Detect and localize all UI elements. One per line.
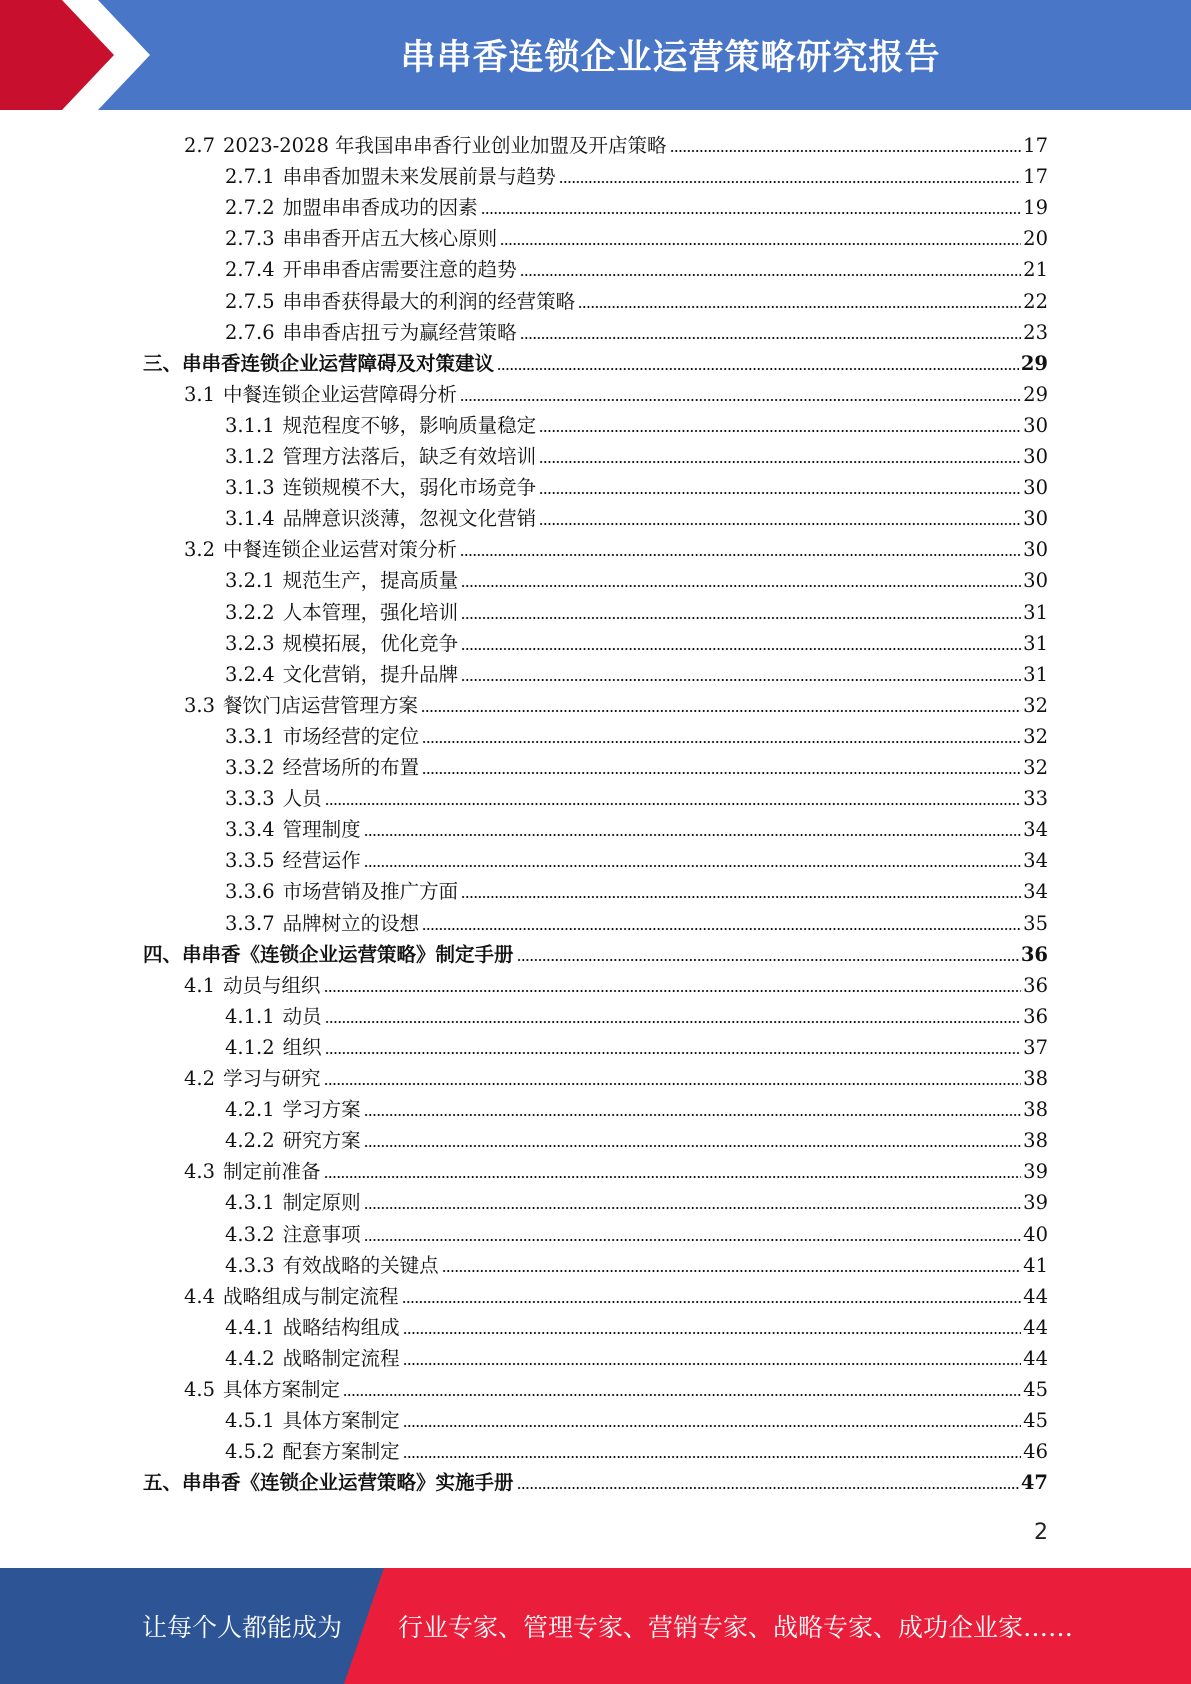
toc-entry-page: 37 [1023, 1035, 1048, 1059]
toc-entry[interactable] [184, 1371, 1048, 1402]
toc-entry-page: 21 [1023, 258, 1048, 282]
toc-dot-leader [325, 1020, 1022, 1024]
toc-entry-title: 规范生产，提高质量 [282, 569, 459, 593]
toc-entry-number: 3.3.2 [225, 756, 275, 779]
toc-entry-title: 连锁规模不大，弱化市场竞争 [282, 476, 537, 500]
toc-entry-page: 39 [1023, 1191, 1048, 1215]
toc-entry-title: 串串香开店五大核心原则 [282, 227, 498, 251]
toc-entry-label [184, 1067, 321, 1091]
toc-entry-page: 17 [1023, 134, 1048, 157]
toc-entry-label [184, 1378, 340, 1402]
toc-entry-page: 32 [1023, 724, 1048, 748]
toc-entry[interactable] [225, 1091, 1048, 1122]
toc-entry-label [225, 290, 575, 314]
toc-entry-label [225, 818, 361, 842]
toc-dot-leader [324, 1175, 1022, 1179]
toc-entry-title: 规模拓展，优化竞争 [282, 631, 459, 655]
toc-entry[interactable] [143, 1464, 1048, 1495]
toc-entry[interactable] [143, 345, 1048, 376]
toc-dot-leader [670, 149, 1022, 153]
toc-entry-page: 40 [1023, 1222, 1048, 1246]
toc-dot-leader [461, 616, 1021, 620]
toc-entry-page: 30 [1023, 538, 1048, 562]
toc-entry[interactable] [225, 407, 1048, 438]
toc-dot-leader [497, 367, 1019, 371]
toc-entry-number: 4.4.1 [225, 1315, 275, 1339]
toc-dot-leader [421, 709, 1021, 713]
toc-entry[interactable] [225, 998, 1048, 1029]
toc-entry-label [225, 1005, 322, 1029]
toc-entry[interactable] [225, 469, 1048, 500]
toc-entry-title: 制定前准备 [223, 1160, 321, 1184]
toc-entry-title: 战略结构组成 [282, 1315, 400, 1339]
toc-dot-leader [461, 584, 1021, 588]
toc-entry-title: 加盟串串香成功的因素 [282, 196, 478, 220]
toc-entry-title: 组织 [282, 1035, 322, 1059]
toc-entry[interactable] [225, 220, 1048, 251]
toc-entry[interactable] [143, 936, 1048, 967]
toc-entry-label [225, 476, 536, 500]
toc-entry-label [225, 1223, 361, 1247]
toc-dot-leader [325, 1051, 1022, 1055]
toc-entry-title: 三、串串香连锁企业运营障碍及对策建议 [143, 351, 495, 375]
toc-entry[interactable] [184, 687, 1048, 718]
toc-entry-label [225, 1347, 400, 1371]
toc-entry-label [184, 134, 667, 158]
toc-entry-label [225, 507, 536, 531]
toc-entry-label [225, 1098, 361, 1122]
toc-entry-title: 战略制定流程 [282, 1346, 400, 1370]
toc-entry-number: 3.3.1 [225, 724, 275, 748]
page-footer [0, 1568, 1191, 1684]
toc-dot-leader [500, 242, 1021, 246]
toc-entry-number: 3.1.4 [225, 507, 275, 531]
toc-entry-number: 4.3 [184, 1160, 216, 1184]
toc-entry-label [184, 1285, 399, 1309]
toc-entry[interactable] [184, 531, 1048, 562]
toc-entry-label [225, 196, 478, 220]
toc-entry[interactable] [225, 625, 1048, 656]
toc-dot-leader [364, 833, 1022, 837]
toc-entry-title: 动员 [282, 1004, 322, 1028]
toc-entry-title: 品牌树立的设想 [282, 911, 420, 935]
toc-entry-label [184, 974, 321, 998]
toc-dot-leader [461, 678, 1021, 682]
toc-dot-leader [324, 1082, 1022, 1086]
toc-entry-number: 4.1 [184, 973, 216, 997]
toc-dot-leader [403, 1362, 1022, 1366]
toc-dot-leader [364, 864, 1022, 868]
toc-entry-number: 3.1 [184, 382, 216, 406]
toc-entry-number: 4.1.2 [225, 1035, 275, 1059]
toc-entry-title: 战略组成与制定流程 [223, 1284, 399, 1308]
toc-entry-number: 3.2.2 [225, 600, 275, 624]
toc-entry-page: 32 [1023, 693, 1048, 717]
toc-entry-title: 学习方案 [282, 1098, 361, 1122]
toc-entry-title: 规范程度不够，影响质量稳定 [282, 413, 537, 437]
toc-entry-title: 文化营销，提升品牌 [282, 662, 459, 686]
toc-dot-leader [539, 429, 1021, 433]
toc-entry[interactable] [225, 905, 1048, 936]
toc-entry-number: 2.7.6 [225, 320, 275, 344]
toc-entry-title: 具体方案制定 [223, 1378, 341, 1401]
toc-entry-title: 制定原则 [282, 1191, 361, 1215]
toc-entry[interactable] [225, 749, 1048, 780]
toc-entry-number: 2.7.2 [225, 196, 275, 220]
toc-entry-label [184, 538, 457, 562]
toc-entry-page: 39 [1023, 1160, 1048, 1184]
toc-entry[interactable] [225, 283, 1048, 314]
toc-dot-leader [402, 1300, 1022, 1304]
toc-entry-page: 36 [1023, 1004, 1048, 1028]
toc-entry-number: 3.2.1 [225, 569, 275, 593]
toc-entry-page: 32 [1023, 756, 1048, 779]
toc-entry-page: 44 [1023, 1315, 1048, 1339]
toc-entry[interactable] [225, 1184, 1048, 1215]
toc-entry-title: 研究方案 [282, 1129, 361, 1153]
toc-dot-leader [422, 771, 1021, 775]
toc-entry-number: 4.5.1 [225, 1409, 275, 1433]
toc-entry-title: 人员 [282, 787, 322, 811]
toc-dot-leader [403, 1455, 1022, 1459]
page-header [0, 0, 1191, 110]
toc-entry-page: 34 [1023, 849, 1048, 873]
toc-entry-page: 30 [1023, 476, 1048, 500]
toc-entry-number: 4.3.3 [225, 1253, 275, 1277]
toc-entry-title: 具体方案制定 [282, 1409, 400, 1433]
toc-entry[interactable] [225, 1247, 1048, 1278]
toc-entry-title: 中餐连锁企业运营障碍分析 [223, 382, 458, 406]
toc-entry-page: 45 [1023, 1409, 1048, 1433]
footer-slogan-right: 行业专家、管理专家、营销专家、战略专家、成功企业家…… [398, 1613, 1074, 1642]
toc-entry-number: 4.5 [184, 1378, 216, 1401]
toc-entry-page: 30 [1023, 569, 1048, 593]
toc-entry-title: 餐饮门店运营管理方案 [223, 693, 419, 717]
toc-entry[interactable] [225, 1309, 1048, 1340]
toc-entry[interactable] [225, 594, 1048, 625]
toc-entry-number: 3.3.7 [225, 911, 275, 935]
toc-entry[interactable] [184, 1278, 1048, 1309]
toc-entry-page: 19 [1023, 196, 1048, 220]
toc-entry-title: 有效战略的关键点 [282, 1253, 439, 1277]
toc-entry-page: 30 [1023, 445, 1048, 468]
toc-entry-label [143, 943, 514, 967]
toc-entry-page: 30 [1023, 413, 1048, 437]
toc-entry-number: 3.3 [184, 693, 216, 717]
toc-entry-label [143, 1471, 514, 1495]
toc-entry-title: 学习与研究 [223, 1067, 321, 1090]
toc-entry[interactable] [184, 1060, 1048, 1091]
toc-entry-number: 3.3.3 [225, 787, 275, 811]
toc-entry[interactable] [225, 189, 1048, 220]
toc-dot-leader [517, 958, 1019, 962]
toc-dot-leader [422, 740, 1021, 744]
toc-entry-title: 2023-2028 年我国串串香行业创业加盟及开店策略 [223, 134, 667, 157]
toc-entry-label [225, 414, 536, 438]
toc-entry[interactable] [225, 314, 1048, 345]
toc-entry-title: 管理制度 [282, 818, 361, 842]
toc-entry-number: 2.7.3 [225, 227, 275, 251]
toc-entry[interactable] [225, 438, 1048, 469]
toc-entry-number: 3.1.2 [225, 445, 275, 468]
toc-dot-leader [403, 1331, 1022, 1335]
toc-entry-label [225, 1254, 439, 1278]
toc-entry[interactable] [225, 1122, 1048, 1153]
toc-entry-label [225, 849, 361, 873]
toc-entry[interactable] [184, 376, 1048, 407]
toc-entry-label [225, 321, 517, 345]
toc-entry-page: 38 [1023, 1129, 1048, 1153]
toc-entry-number: 3.2.3 [225, 631, 275, 655]
toc-entry-label [225, 1316, 400, 1340]
toc-entry-title: 串串香加盟未来发展前景与趋势 [282, 165, 556, 189]
toc-entry-page: 23 [1023, 320, 1048, 344]
toc-entry-page: 38 [1023, 1067, 1048, 1090]
toc-entry-number: 3.2.4 [225, 662, 275, 686]
toc-dot-leader [364, 1206, 1022, 1210]
toc-dot-leader [461, 895, 1021, 899]
toc-entry[interactable] [225, 158, 1048, 189]
toc-entry[interactable] [225, 1402, 1048, 1433]
toc-entry-label [184, 1160, 321, 1184]
toc-entry-title: 市场经营的定位 [282, 724, 420, 748]
toc-entry-number: 3.3.4 [225, 818, 275, 842]
toc-entry-label [225, 1191, 361, 1215]
toc-entry[interactable] [225, 873, 1048, 904]
toc-entry[interactable] [225, 811, 1048, 842]
toc-entry[interactable] [225, 842, 1048, 873]
toc-entry-label [225, 445, 536, 469]
toc-dot-leader [364, 1113, 1022, 1117]
toc-entry-number: 2.7.5 [225, 289, 275, 313]
toc-dot-leader [578, 305, 1021, 309]
toc-entry-number: 3.3.5 [225, 849, 275, 873]
toc-entry-page: 38 [1023, 1098, 1048, 1122]
toc-dot-leader [460, 398, 1021, 402]
toc-dot-leader [364, 1238, 1022, 1242]
toc-dot-leader [539, 522, 1021, 526]
toc-entry-label [143, 352, 494, 376]
toc-entry-number: 2.7 [184, 134, 216, 157]
toc-entry-label [225, 569, 458, 593]
toc-dot-leader [403, 1424, 1022, 1428]
toc-entry[interactable] [225, 718, 1048, 749]
toc-entry-number: 3.1.1 [225, 413, 275, 437]
toc-entry-label [225, 1129, 361, 1153]
toc-entry-page: 36 [1020, 942, 1048, 966]
toc-entry-title: 四、串串香《连锁企业运营策略》制定手册 [143, 942, 514, 966]
toc-entry-number: 4.4.2 [225, 1346, 275, 1370]
toc-entry[interactable] [225, 500, 1048, 531]
toc-entry-number: 3.3.6 [225, 880, 275, 904]
toc-dot-leader [442, 1269, 1022, 1273]
toc-entry-page: 29 [1020, 351, 1048, 375]
toc-entry-page: 41 [1023, 1253, 1048, 1277]
toc-dot-leader [461, 647, 1021, 651]
toc-entry-label [225, 227, 497, 251]
toc-entry-title: 串串香获得最大的利润的经营策略 [282, 289, 576, 313]
toc-entry-label [225, 1440, 400, 1464]
toc-entry-title: 注意事项 [282, 1222, 361, 1246]
toc-entry-label [225, 632, 458, 656]
toc-entry-number: 4.3.2 [225, 1222, 275, 1246]
toc-entry-title: 品牌意识淡薄，忽视文化营销 [282, 507, 537, 531]
toc-entry-label [225, 880, 458, 904]
toc-entry-page: 17 [1023, 165, 1048, 189]
toc-entry-label [225, 258, 517, 282]
toc-entry[interactable] [225, 656, 1048, 687]
toc-entry-number: 4.3.1 [225, 1191, 275, 1215]
toc-dot-leader [559, 180, 1022, 184]
toc-entry[interactable] [225, 1029, 1048, 1060]
toc-entry-number: 3.2 [184, 538, 216, 562]
toc-entry-number: 4.2.2 [225, 1129, 275, 1153]
toc-entry-label [225, 756, 419, 780]
toc-entry[interactable] [225, 251, 1048, 282]
toc-dot-leader [520, 273, 1022, 277]
toc-dot-leader [325, 802, 1022, 806]
toc-entry[interactable] [184, 127, 1048, 158]
toc-dot-leader [343, 1393, 1021, 1397]
toc-entry-label [184, 694, 418, 718]
toc-dot-leader [364, 1144, 1022, 1148]
toc-entry-title: 经营场所的布置 [282, 756, 420, 779]
toc-entry-page: 22 [1023, 289, 1048, 313]
toc-entry-page: 20 [1023, 227, 1048, 251]
toc-entry-page: 44 [1023, 1284, 1048, 1308]
document-title: 串串香连锁企业运营策略研究报告 [400, 38, 941, 78]
toc-entry-number: 4.4 [184, 1284, 216, 1308]
toc-entry-label [225, 601, 458, 625]
toc-dot-leader [539, 491, 1021, 495]
page-number: 2 [1034, 1520, 1048, 1545]
toc-entry-number: 3.1.3 [225, 476, 275, 500]
toc-entry-title: 经营运作 [282, 849, 361, 873]
toc-entry-label [225, 1036, 322, 1060]
toc-entry-label [225, 787, 322, 811]
toc-dot-leader [324, 989, 1022, 993]
toc-dot-leader [539, 460, 1021, 464]
toc-dot-leader [481, 211, 1022, 215]
toc-entry[interactable] [184, 1153, 1048, 1184]
toc-dot-leader [460, 553, 1021, 557]
toc-entry-title: 五、串串香《连锁企业运营策略》实施手册 [143, 1471, 514, 1495]
toc-entry-page: 36 [1023, 973, 1048, 997]
toc-entry-page: 46 [1023, 1440, 1048, 1464]
toc-entry-page: 44 [1023, 1346, 1048, 1370]
toc-entry[interactable] [225, 1340, 1048, 1371]
toc-entry-number: 4.1.1 [225, 1004, 275, 1028]
toc-entry-title: 市场营销及推广方面 [282, 880, 459, 904]
toc-entry[interactable] [225, 1216, 1048, 1247]
toc-entry[interactable] [225, 780, 1048, 811]
toc-entry[interactable] [184, 967, 1048, 998]
toc-entry-page: 31 [1023, 662, 1048, 686]
toc-entry-number: 2.7.1 [225, 165, 275, 189]
toc-entry-title: 串串香店扭亏为赢经营策略 [282, 320, 517, 344]
toc-entry-page: 47 [1020, 1471, 1048, 1495]
toc-entry-label [184, 383, 457, 407]
toc-entry-number: 4.5.2 [225, 1440, 275, 1464]
toc-entry-page: 45 [1023, 1378, 1048, 1401]
toc-entry-title: 人本管理，强化培训 [282, 600, 459, 624]
toc-entry-number: 4.2.1 [225, 1098, 275, 1122]
toc-entry-title: 管理方法落后，缺乏有效培训 [282, 445, 537, 468]
toc-dot-leader [520, 336, 1022, 340]
toc-entry-number: 2.7.4 [225, 258, 275, 282]
toc-entry-page: 29 [1023, 382, 1048, 406]
toc-entry-title: 配套方案制定 [282, 1440, 400, 1464]
toc-entry-title: 中餐连锁企业运营对策分析 [223, 538, 458, 562]
toc-entry-page: 34 [1023, 818, 1048, 842]
toc-dot-leader [422, 927, 1021, 931]
toc-entry[interactable] [225, 562, 1048, 593]
toc-entry-label [225, 725, 419, 749]
toc-entry-label [225, 1409, 400, 1433]
toc-entry-page: 35 [1023, 911, 1048, 935]
toc-entry-page: 30 [1023, 507, 1048, 531]
toc-entry-number: 4.2 [184, 1067, 216, 1090]
toc-entry-label [225, 912, 419, 936]
toc-entry-title: 动员与组织 [223, 973, 321, 997]
footer-slogan-left: 让每个人都能成为 [142, 1613, 343, 1642]
toc-entry-page: 31 [1023, 631, 1048, 655]
toc-entry-label [225, 165, 556, 189]
toc-dot-leader [517, 1486, 1019, 1490]
toc-entry-page: 34 [1023, 880, 1048, 904]
toc-entry-page: 33 [1023, 787, 1048, 811]
toc-entry-page: 31 [1023, 600, 1048, 624]
toc-entry[interactable] [225, 1433, 1048, 1464]
toc-entry-label [225, 663, 458, 687]
toc-entry-title: 开串串香店需要注意的趋势 [282, 258, 517, 282]
